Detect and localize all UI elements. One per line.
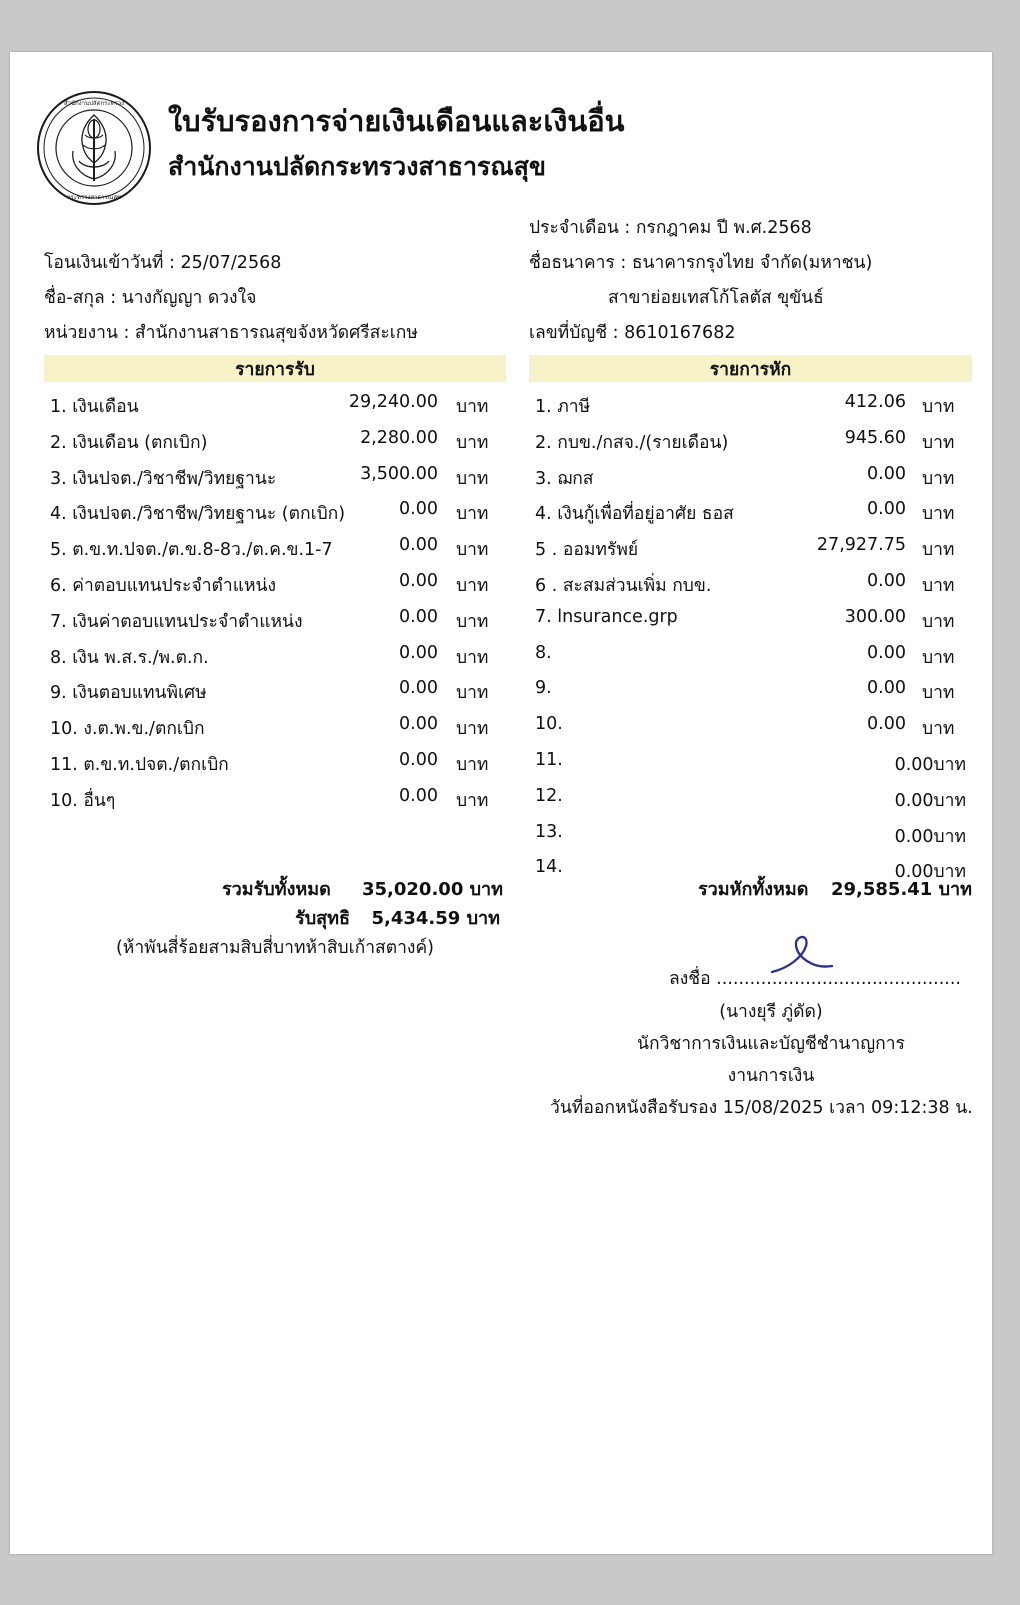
deduction-header: รายการหัก — [529, 355, 972, 382]
income-row-label: 4. เงินปจต./วิชาชีพ/วิทยฐานะ (ตกเบิก) — [50, 504, 346, 525]
deduction-row-label: 11. — [535, 749, 563, 770]
income-row-amount: 0.00 — [399, 714, 438, 735]
income-row-amount: 3,500.00 — [360, 463, 438, 484]
deduction-row-amount: 0.00บาท — [894, 790, 966, 811]
deduction-row-amount: 0.00บาท — [894, 826, 966, 847]
deduction-row-amount: 0.00 — [867, 499, 906, 520]
income-row — [44, 714, 506, 750]
income-row-label: 2. เงินเดือน (ตกเบิก) — [50, 432, 208, 453]
deduction-row — [529, 428, 972, 464]
pay-period: ประจำเดือน : กรกฎาคม ปี พ.ศ.2568 — [529, 218, 812, 238]
bank-name: ชื่อธนาคาร : ธนาคารกรุงไทย จำกัด(มหาชน) — [529, 253, 873, 273]
deduction-row — [529, 499, 972, 535]
income-row-amount: 0.00 — [399, 570, 438, 591]
deduction-row-amount: 27,927.75 — [816, 535, 906, 556]
deduction-row-unit: บาท — [922, 468, 955, 489]
income-row-unit: บาท — [456, 611, 489, 632]
transfer-date: โอนเงินเข้าวันที่ : 25/07/2568 — [44, 253, 282, 273]
deduction-row-amount: 0.00 — [867, 714, 906, 735]
income-row-amount: 0.00 — [399, 785, 438, 806]
issued-timestamp: วันที่ออกหนังสือรับรอง 15/08/2025 เวลา 09:12:38 น. — [550, 1098, 973, 1118]
organization: หน่วยงาน : สำนักงานสาธารณสุขจังหวัดศรีสะเกษ — [44, 323, 418, 343]
deduction-row-label: 1. ภาษี — [535, 397, 591, 417]
government-seal-icon — [35, 89, 153, 207]
bank-branch: สาขาย่อยเทสโก้โลตัส ขุขันธ์ — [608, 288, 824, 308]
deduction-row-amount: 412.06 — [844, 392, 906, 412]
income-row — [44, 535, 506, 571]
deduction-row-label: 14. — [535, 857, 563, 878]
income-row-amount: 0.00 — [399, 749, 438, 770]
income-row-label: 11. ต.ข.ท.ปจต./ตกเบิก — [50, 754, 229, 775]
income-row — [44, 786, 506, 822]
income-row-amount: 0.00 — [399, 678, 438, 699]
income-row-unit: บาท — [456, 432, 489, 453]
svg-text:กระทรวงสาธารณสุข: กระทรวงสาธารณสุข — [66, 194, 122, 201]
deduction-row-label: 9. — [535, 678, 552, 699]
income-row-unit: บาท — [456, 575, 489, 596]
income-row-label: 7. เงินค่าตอบแทนประจำตำแหน่ง — [50, 611, 303, 632]
deduction-row — [529, 571, 972, 607]
page-title: ใบรับรองการจ่ายเงินเดือนและเงินอื่น — [168, 104, 625, 138]
deduction-row-label: 12. — [535, 785, 563, 806]
income-row — [44, 750, 506, 786]
income-row-amount: 0.00 — [399, 535, 438, 556]
deduction-row — [529, 607, 972, 643]
svg-text:สำนักงานปลัดกระทรวง: สำนักงานปลัดกระทรวง — [63, 100, 125, 107]
income-row-unit: บาท — [456, 397, 489, 417]
deduction-row-label: 2. กบข./กสจ./(รายเดือน) — [535, 432, 729, 453]
income-row-amount: 29,240.00 — [348, 392, 438, 412]
deduction-row-unit: บาท — [922, 611, 955, 632]
income-total-label: รวมรับทั้งหมด — [222, 879, 331, 900]
deduction-row — [529, 786, 972, 822]
document-sheet — [10, 52, 992, 1554]
deduction-row-label: 8. — [535, 642, 552, 663]
income-row-unit: บาท — [456, 540, 489, 561]
signature-mark-icon — [762, 932, 842, 980]
deduction-row-unit: บาท — [922, 683, 955, 704]
title-block — [168, 100, 788, 186]
deduction-row-amount: 0.00บาท — [894, 862, 966, 883]
deduction-row-unit: บาท — [922, 504, 955, 525]
net-pay-in-words: (ห้าพันสี่ร้อยสามสิบสี่บาทห้าสิบเก้าสตางค์) — [115, 938, 435, 958]
income-row-unit: บาท — [456, 468, 489, 489]
income-row-label: 9. เงินตอบแทนพิเศษ — [50, 683, 207, 704]
deduction-row-label: 6 . สะสมส่วนเพิ่ม กบข. — [535, 575, 712, 596]
signer-name: (นางยุรี ภู่ดัด) — [719, 1002, 823, 1022]
deduction-row — [529, 750, 972, 786]
deduction-row-amount: 0.00 — [867, 570, 906, 591]
income-row-unit: บาท — [456, 754, 489, 775]
deduction-row-unit: บาท — [922, 719, 955, 740]
page-subtitle: สำนักงานปลัดกระทรวงสาธารณสุข — [168, 152, 546, 182]
income-row-unit: บาท — [456, 504, 489, 525]
deduction-row-amount: 0.00 — [867, 642, 906, 663]
deduction-row — [529, 714, 972, 750]
deduction-row-amount: 945.60 — [844, 427, 906, 448]
signature-line: ลงชื่อ ............................................ — [669, 969, 961, 989]
income-row-amount: 0.00 — [399, 606, 438, 627]
net-pay-label: รับสุทธิ — [295, 908, 350, 929]
deduction-total-value: 29,585.41 บาท — [830, 879, 972, 900]
deduction-row-unit: บาท — [922, 575, 955, 596]
deduction-row-label: 10. — [535, 714, 563, 735]
income-row-label: 10. ง.ต.พ.ข./ตกเบิก — [50, 719, 205, 740]
income-list — [44, 392, 506, 822]
deduction-total-label: รวมหักทั้งหมด — [698, 879, 809, 900]
income-row-amount: 2,280.00 — [360, 427, 438, 448]
income-row-label: 8. เงิน พ.ส.ร./พ.ต.ก. — [50, 647, 209, 668]
deduction-row-amount: 0.00 — [867, 678, 906, 699]
income-row-unit: บาท — [456, 790, 489, 811]
income-row-amount: 0.00 — [399, 642, 438, 663]
income-row-unit: บาท — [456, 647, 489, 668]
income-row-unit: บาท — [456, 683, 489, 704]
deduction-row-label: 5 . ออมทรัพย์ — [535, 540, 639, 561]
income-row — [44, 678, 506, 714]
deduction-row — [529, 392, 972, 428]
deduction-list — [529, 392, 972, 893]
income-row — [44, 607, 506, 643]
deduction-row-label: 13. — [535, 821, 563, 842]
deduction-row-unit: บาท — [922, 647, 955, 668]
deduction-row — [529, 822, 972, 858]
income-row — [44, 464, 506, 500]
deduction-row-label: 4. เงินกู้เพื่อที่อยู่อาศัย ธอส — [535, 504, 734, 525]
signer-department: งานการเงิน — [727, 1066, 815, 1086]
income-total-value: 35,020.00 บาท — [362, 879, 504, 900]
account-number: เลขที่บัญชี : 8610167682 — [529, 323, 736, 343]
deduction-row-amount: 300.00 — [844, 606, 906, 627]
income-row-label: 10. อื่นๆ — [50, 790, 116, 811]
income-row-label: 3. เงินปจต./วิชาชีพ/วิทยฐานะ — [50, 468, 277, 489]
deduction-row — [529, 678, 972, 714]
net-pay-value: 5,434.59 บาท — [371, 908, 500, 929]
signer-position: นักวิชาการเงินและบัญชีชำนาญการ — [637, 1034, 905, 1054]
income-row-label: 5. ต.ข.ท.ปจต./ต.ข.8-8ว./ต.ค.ข.1-7 — [50, 540, 333, 561]
income-row — [44, 571, 506, 607]
deduction-row — [529, 464, 972, 500]
income-row-label: 6. ค่าตอบแทนประจำตำแหน่ง — [50, 575, 277, 596]
payslip-document — [10, 52, 992, 1554]
deduction-row-label: 3. ฌกส — [535, 468, 594, 489]
income-row — [44, 499, 506, 535]
income-row — [44, 643, 506, 679]
deduction-row-label: 7. lnsurance.grp — [535, 606, 678, 627]
deduction-row — [529, 643, 972, 679]
income-header: รายการรับ — [44, 355, 506, 382]
deduction-row-unit: บาท — [922, 540, 955, 561]
income-row-label: 1. เงินเดือน — [50, 397, 139, 417]
income-row-unit: บาท — [456, 719, 489, 740]
deduction-row — [529, 535, 972, 571]
deduction-row-unit: บาท — [922, 432, 955, 453]
deduction-row-amount: 0.00บาท — [894, 754, 966, 775]
income-row — [44, 428, 506, 464]
deduction-row-unit: บาท — [922, 397, 955, 417]
deduction-row-amount: 0.00 — [867, 463, 906, 484]
income-row — [44, 392, 506, 428]
employee-name: ชื่อ-สกุล : นางกัญญา ดวงใจ — [44, 288, 257, 308]
income-row-amount: 0.00 — [399, 499, 438, 520]
